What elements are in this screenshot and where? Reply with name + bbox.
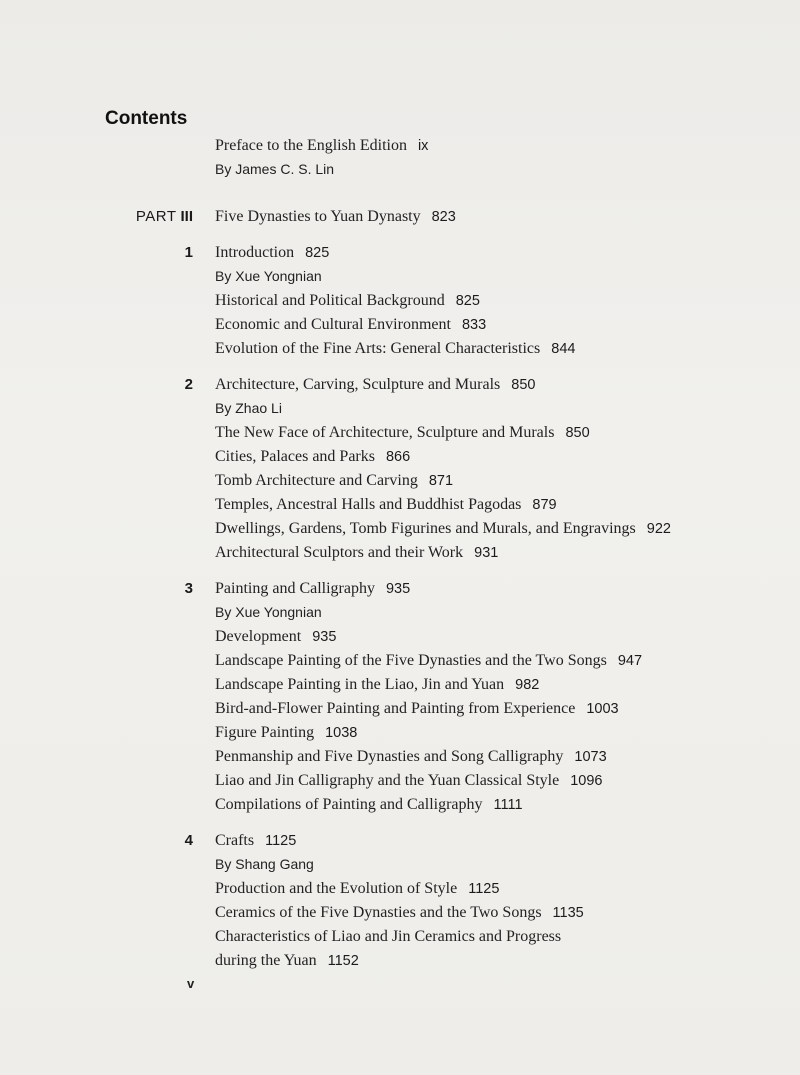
section-entry (215, 904, 584, 922)
section-page: 1038 (325, 725, 358, 741)
section-row (0, 628, 800, 652)
chapter-number: 1 (184, 244, 193, 261)
chapter-entry (215, 832, 296, 850)
section-title: Liao and Jin Calligraphy and the Yuan Classical Style (215, 772, 560, 789)
part-word: PART (135, 208, 177, 225)
section-entry (215, 652, 642, 670)
section-page: 1152 (327, 953, 359, 969)
section-page: 850 (565, 425, 590, 441)
section-title: Architectural Sculptors and their Work (215, 544, 464, 561)
section-entry (215, 496, 557, 514)
section-row (0, 544, 800, 568)
section-entry (215, 448, 410, 466)
part-label (136, 208, 193, 225)
section-title: Compilations of Painting and Calligraphy (215, 796, 483, 813)
section-page: 931 (474, 545, 499, 561)
section-title: Landscape Painting of the Five Dynasties and the Two Songs (215, 652, 607, 669)
section-page: 833 (461, 317, 487, 333)
preface-page: ix (417, 138, 429, 154)
section-row (0, 472, 800, 496)
section-row (0, 496, 800, 520)
section-row (0, 796, 800, 820)
chapter-author-row (0, 604, 800, 628)
section-title: Economic and Cultural Environment (215, 316, 451, 333)
section-page: 844 (551, 341, 576, 357)
section-title: Development (215, 628, 302, 645)
chapter-page: 850 (511, 377, 536, 393)
section-row (0, 448, 800, 472)
chapter-row (0, 832, 800, 856)
section-page: 1073 (574, 749, 607, 765)
chapter-title: Architecture, Carving, Sculpture and Murals (215, 376, 501, 393)
section-row (0, 952, 800, 976)
section-title: Ceramics of the Five Dynasties and the Two Songs (215, 904, 542, 921)
preface-entry (215, 137, 428, 155)
section-entry (215, 520, 671, 538)
section-title: Dwellings, Gardens, Tomb Figurines and Murals, and Engravings (215, 520, 636, 537)
section-entry (215, 952, 359, 970)
chapter-title: Introduction (215, 244, 295, 261)
chapter-author: By Xue Yongnian (215, 604, 322, 620)
section-title: Figure Painting (215, 724, 315, 741)
section-title: Tomb Architecture and Carving (215, 472, 418, 489)
section-row (0, 700, 800, 724)
preface-author: By James C. S. Lin (215, 161, 335, 177)
section-page: 1111 (493, 797, 523, 813)
chapter-page: 825 (305, 245, 330, 261)
section-title: Landscape Painting in the Liao, Jin and Yuan (215, 676, 505, 693)
part-number: III (180, 208, 193, 225)
section-page: 871 (428, 473, 454, 489)
contents-heading: Contents (105, 108, 188, 129)
section-page: 825 (455, 293, 480, 309)
section-page: 982 (515, 677, 540, 693)
section-row (0, 772, 800, 796)
preface-row (0, 137, 800, 161)
section-entry (215, 424, 590, 442)
chapter-author-row (0, 400, 800, 424)
chapter-number: 3 (184, 580, 193, 597)
part-title: Five Dynasties to Yuan Dynasty (215, 208, 421, 225)
section-page: 922 (646, 521, 671, 537)
section-title: Temples, Ancestral Halls and Buddhist Pagodas (215, 496, 522, 513)
part-page: 823 (431, 209, 456, 225)
section-entry (215, 880, 499, 898)
section-page: 879 (532, 497, 557, 513)
chapter-entry (215, 376, 535, 394)
section-row (0, 316, 800, 340)
section-entry (215, 292, 480, 310)
chapter-author: By Zhao Li (215, 400, 282, 416)
chapter-title: Painting and Calligraphy (215, 580, 375, 597)
preface-author-row (0, 161, 800, 185)
section-entry (215, 928, 561, 946)
section-page: 935 (312, 629, 337, 645)
section-entry (215, 748, 607, 766)
section-entry (215, 340, 575, 358)
section-entry (215, 676, 539, 694)
section-title: Penmanship and Five Dynasties and Song Calligraphy (215, 748, 564, 765)
section-entry (215, 472, 453, 490)
section-entry (215, 772, 603, 790)
chapter-page: 935 (385, 581, 411, 597)
section-row (0, 904, 800, 928)
section-entry (215, 724, 357, 742)
section-title: Bird-and-Flower Painting and Painting from Experience (215, 700, 576, 717)
section-row (0, 652, 800, 676)
section-title: Historical and Political Background (215, 292, 445, 309)
section-page: 947 (617, 653, 643, 669)
section-title: Characteristics of Liao and Jin Ceramics and Progress (215, 928, 562, 945)
part-row (0, 208, 800, 232)
chapter-author-row (0, 856, 800, 880)
section-row (0, 748, 800, 772)
section-page: 1003 (586, 701, 619, 717)
section-row (0, 676, 800, 700)
section-row (0, 520, 800, 544)
page-folio: v (187, 976, 195, 991)
chapter-entry (215, 580, 410, 598)
chapter-row (0, 244, 800, 268)
section-title: The New Face of Architecture, Sculpture and Murals (215, 424, 555, 441)
section-title: Production and the Evolution of Style (215, 880, 458, 897)
section-row (0, 880, 800, 904)
chapter-author-row (0, 268, 800, 292)
section-row (0, 424, 800, 448)
section-entry (215, 796, 523, 814)
section-row (0, 928, 800, 952)
chapter-entry (215, 244, 329, 262)
section-entry (215, 544, 498, 562)
section-row (0, 340, 800, 364)
section-title: Cities, Palaces and Parks (215, 448, 375, 465)
chapter-number: 4 (184, 832, 193, 849)
section-row (0, 724, 800, 748)
chapter-page: 1125 (265, 833, 297, 849)
section-row (0, 292, 800, 316)
preface-title: Preface to the English Edition (215, 137, 407, 154)
section-page: 1096 (570, 773, 603, 789)
section-page: 866 (385, 449, 411, 465)
section-title: during the Yuan (215, 952, 317, 969)
chapter-number: 2 (184, 376, 193, 393)
section-entry (215, 628, 336, 646)
chapter-author: By Shang Gang (215, 856, 314, 872)
section-entry (215, 316, 486, 334)
chapter-row (0, 580, 800, 604)
chapter-author: By Xue Yongnian (215, 268, 322, 284)
section-entry (215, 700, 619, 718)
chapter-title: Crafts (215, 832, 255, 849)
chapter-row (0, 376, 800, 400)
section-page: 1135 (552, 905, 584, 921)
section-title: Evolution of the Fine Arts: General Characteristics (215, 340, 541, 357)
section-page: 1125 (468, 881, 500, 897)
part-entry (215, 208, 456, 226)
